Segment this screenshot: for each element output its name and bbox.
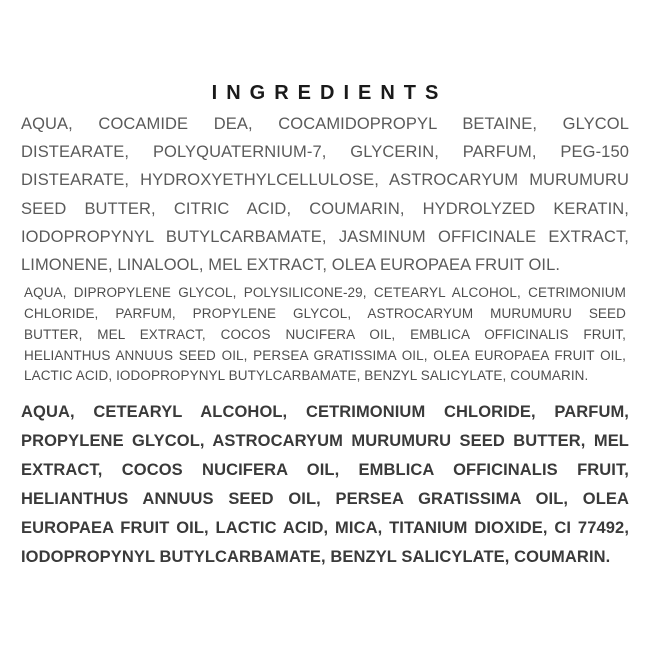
ingredients-list-1: [21, 110, 629, 279]
ingredient-line: DISTEARATE, HYDROXYETHYLCELLULOSE, ASTROCARYUM MURUMURU: [21, 171, 629, 190]
ingredient-line: HELIANTHUS ANNUUS SEED OIL, PERSEA GRATISSIMA OIL, OLEA EUROPAEA FRUIT OIL,: [24, 347, 626, 363]
ingredients-list-3: [21, 398, 629, 572]
ingredients-list-2: [21, 283, 629, 387]
ingredient-line: IODOPROPYNYL BUTYLCARBAMATE, BENZYL SALICYLATE, COUMARIN.: [21, 548, 611, 567]
ingredient-line: EUROPAEA FRUIT OIL, LACTIC ACID, MICA, TITANIUM DIOXIDE, CI 77492,: [21, 519, 629, 538]
ingredients-label: [0, 81, 650, 650]
ingredient-line: LIMONENE, LINALOOL, MEL EXTRACT, OLEA EUROPAEA FRUIT OIL.: [21, 256, 561, 275]
ingredient-line: CHLORIDE, PARFUM, PROPYLENE GLYCOL, ASTROCARYUM MURUMURU SEED: [24, 306, 626, 322]
ingredient-line: EXTRACT, COCOS NUCIFERA OIL, EMBLICA OFFICINALIS FRUIT,: [21, 461, 629, 480]
ingredient-line: PROPYLENE GLYCOL, ASTROCARYUM MURUMURU SEED BUTTER, MEL: [21, 432, 629, 451]
ingredient-line: HELIANTHUS ANNUUS SEED OIL, PERSEA GRATISSIMA OIL, OLEA: [21, 490, 629, 509]
ingredient-line: BUTTER, MEL EXTRACT, COCOS NUCIFERA OIL, EMBLICA OFFICINALIS FRUIT,: [24, 326, 626, 342]
ingredient-line: LACTIC ACID, IODOPROPYNYL BUTYLCARBAMATE, BENZYL SALICYLATE, COUMARIN.: [24, 368, 589, 384]
ingredients-title: INGREDIENTS: [211, 82, 448, 104]
ingredient-line: DISTEARATE, POLYQUATERNIUM-7, GLYCERIN, PARFUM, PEG-150: [21, 143, 629, 162]
ingredient-line: SEED BUTTER, CITRIC ACID, COUMARIN, HYDROLYZED KERATIN,: [21, 199, 629, 218]
ingredient-line: AQUA, COCAMIDE DEA, COCAMIDOPROPYL BETAINE, GLYCOL: [21, 115, 629, 133]
ingredient-line: IODOPROPYNYL BUTYLCARBAMATE, JASMINUM OFFICINALE EXTRACT,: [21, 227, 629, 246]
ingredient-line: AQUA, DIPROPYLENE GLYCOL, POLYSILICONE-29, CETEARYL ALCOHOL, CETRIMONIUM: [24, 285, 626, 301]
ingredient-line: AQUA, CETEARYL ALCOHOL, CETRIMONIUM CHLORIDE, PARFUM,: [21, 403, 629, 422]
